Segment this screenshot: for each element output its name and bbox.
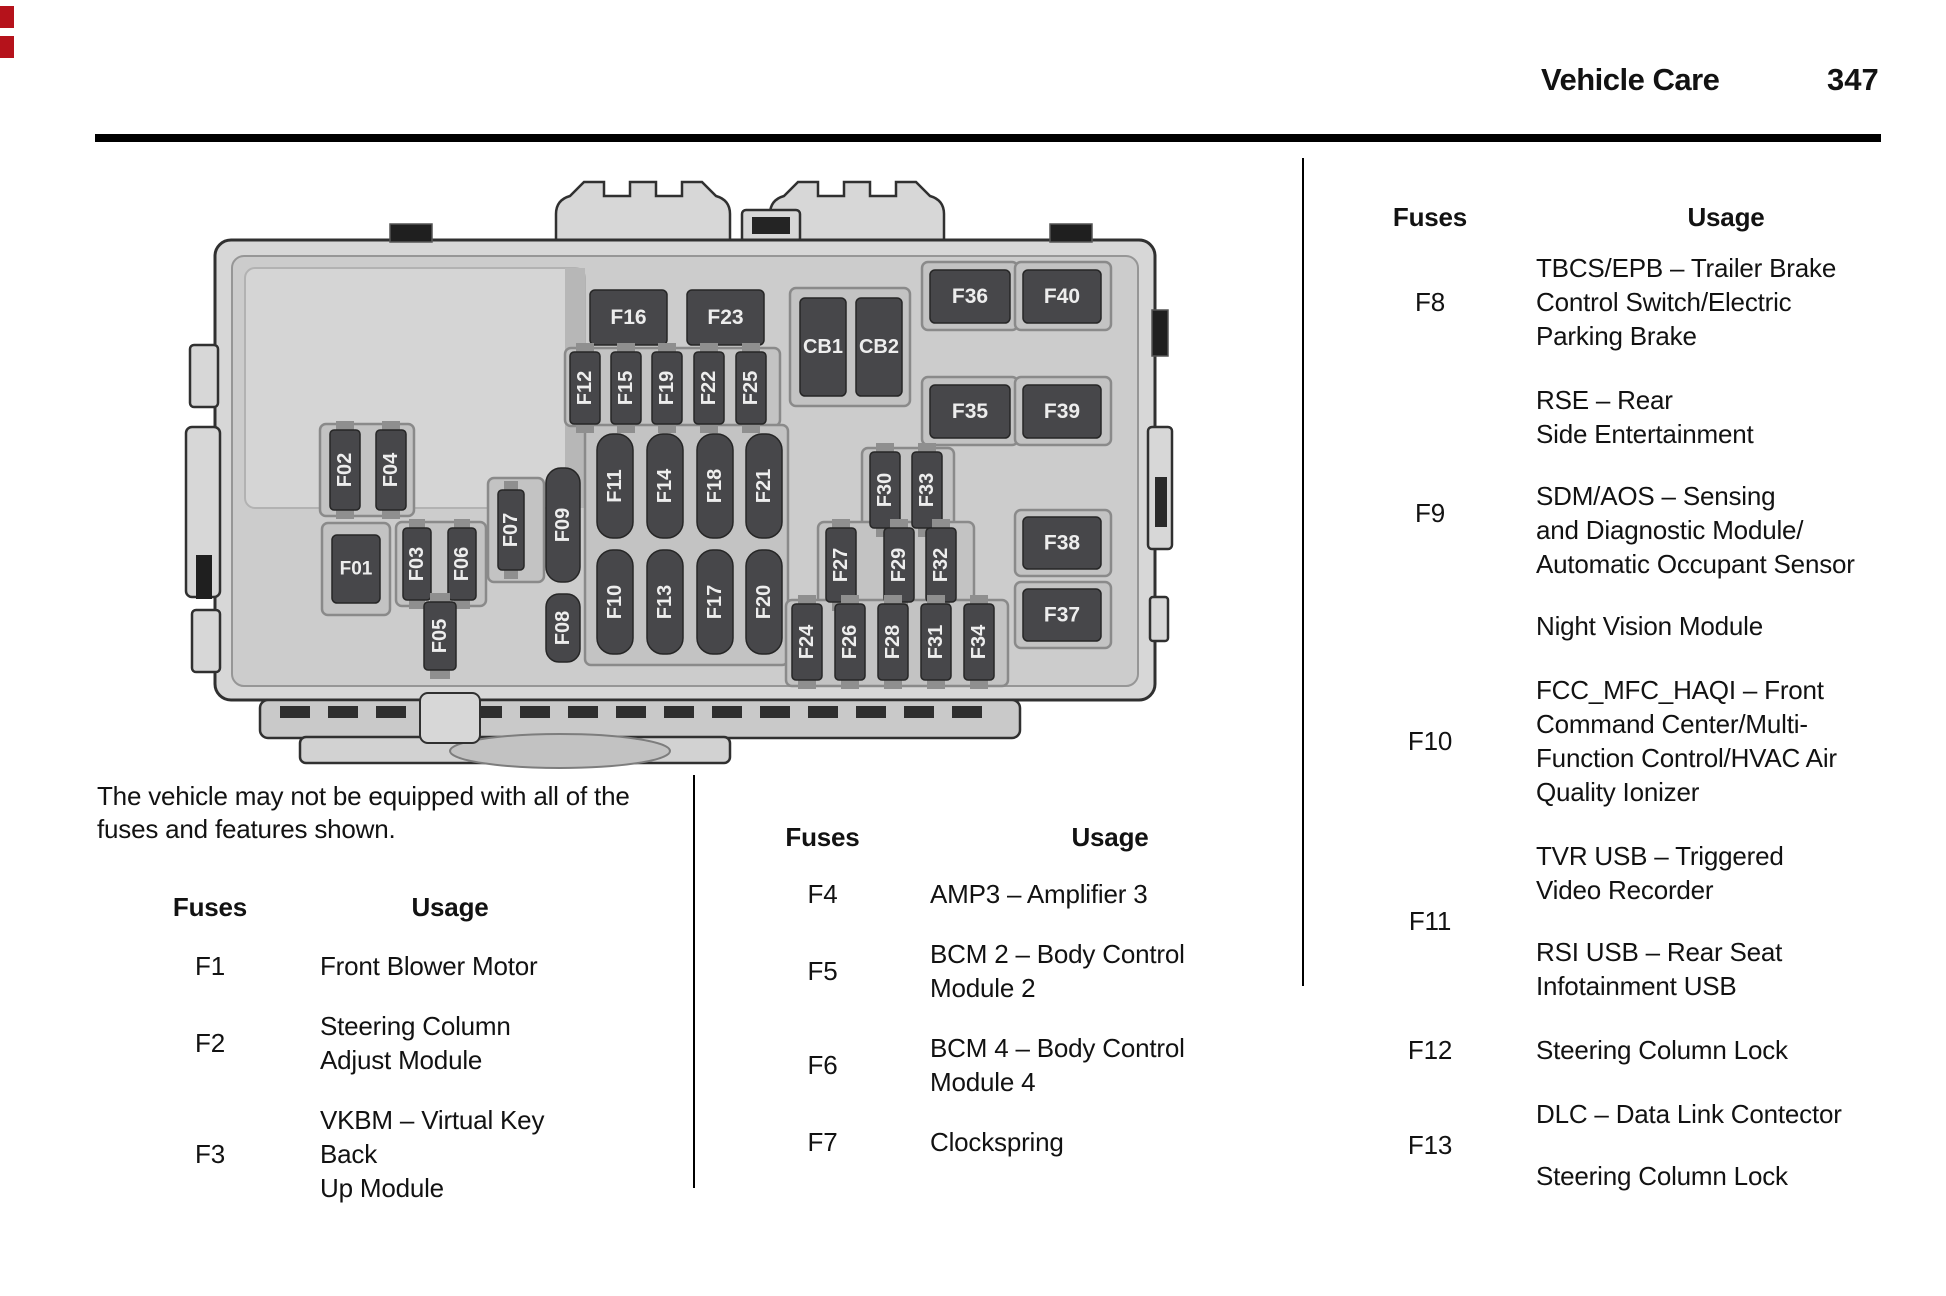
fuse-row-F4: [755, 877, 1290, 911]
fuse-CB2: [856, 298, 902, 396]
usage-line: Front Blower Motor: [320, 951, 538, 981]
usage-paragraph: [320, 1103, 580, 1205]
fuse-usage: [1500, 251, 1916, 353]
fuse-row-F3: [110, 1103, 580, 1205]
fuse-row-F2: [110, 1009, 580, 1077]
fuse-usage: [890, 1031, 1290, 1099]
fuse-row-F6: [755, 1031, 1290, 1099]
fuse-id: F6: [807, 1049, 838, 1080]
fuse-F36: [930, 270, 1010, 323]
table-header: [755, 822, 1290, 853]
usage-line: Control Switch/Electric: [1536, 287, 1792, 317]
fuse-F39: [1023, 385, 1101, 438]
fuse-usage: [1500, 383, 1916, 643]
fuse-row-F1: [110, 949, 580, 983]
usage-line: RSE – Rear: [1536, 385, 1673, 415]
svg-text:F32: F32: [930, 547, 952, 583]
usage-paragraph: [1536, 251, 1916, 353]
svg-text:F35: F35: [951, 400, 989, 423]
column-divider: [1302, 158, 1304, 986]
fuse-usage: [890, 937, 1290, 1005]
fuse-F28: [878, 595, 908, 689]
fuse-usage: [310, 1009, 580, 1077]
fuse-F35: [930, 385, 1010, 438]
fuse-box-diagram: [180, 165, 1180, 775]
fuse-F10: [597, 550, 633, 654]
usage-line: Quality Ionizer: [1536, 777, 1700, 807]
fuse-F38: [1023, 517, 1101, 569]
fuse-F19: [652, 343, 682, 433]
svg-text:F02: F02: [334, 452, 356, 488]
equipment-note: [97, 780, 630, 846]
usage-line: Module 2: [930, 973, 1036, 1003]
svg-text:CB1: CB1: [802, 336, 844, 358]
usage-column-header: Usage: [1071, 822, 1149, 852]
usage-line: Steering Column Lock: [1536, 1035, 1788, 1065]
fuse-F16: [590, 290, 667, 345]
fuse-F18: [697, 434, 733, 538]
fuse-usage: [1500, 1097, 1916, 1193]
header-rule: [95, 134, 1881, 142]
fuse-row-F13: [1360, 1097, 1916, 1193]
fuse-F09: [546, 468, 580, 582]
page-edge-red-mark: [0, 6, 14, 28]
svg-text:F07: F07: [500, 512, 522, 548]
fuse-table-middle: [755, 822, 1290, 1185]
svg-text:F23: F23: [707, 306, 744, 329]
svg-text:F08: F08: [552, 610, 574, 646]
svg-text:F03: F03: [406, 546, 428, 582]
fuse-F12: [570, 343, 600, 433]
fuse-usage: [310, 1103, 580, 1205]
fuse-F26: [835, 595, 865, 689]
fuse-usage: [1500, 673, 1916, 809]
usage-paragraph: [320, 1009, 580, 1077]
fuse-row-F9: [1360, 383, 1916, 643]
svg-text:F37: F37: [1043, 603, 1081, 627]
usage-line: Clockspring: [930, 1127, 1064, 1157]
fuse-id: F1: [195, 950, 225, 981]
usage-line: Module 4: [930, 1067, 1036, 1097]
note-line: fuses and features shown.: [97, 814, 396, 844]
fuse-CB1: [800, 298, 846, 396]
fuse-F23: [687, 290, 764, 345]
svg-text:F24: F24: [796, 624, 818, 660]
fuse-usage: [890, 877, 1290, 911]
page-title: Vehicle Care: [1541, 62, 1720, 97]
svg-text:F12: F12: [574, 370, 596, 406]
usage-line: Adjust Module: [320, 1045, 483, 1075]
fuse-F03: [403, 519, 431, 609]
usage-paragraph: [930, 937, 1290, 1005]
svg-text:F28: F28: [882, 624, 904, 660]
page-edge-red-mark: [0, 36, 14, 58]
fuse-id: F12: [1407, 1034, 1453, 1065]
fuse-F34: [964, 595, 994, 689]
usage-paragraph: [1536, 935, 1916, 1003]
usage-line: VKBM – Virtual Key Back: [320, 1105, 545, 1169]
svg-text:F29: F29: [888, 547, 910, 583]
fuse-id: F5: [807, 955, 838, 986]
fuse-F01: [332, 535, 380, 603]
usage-line: Command Center/Multi-: [1536, 709, 1808, 739]
usage-line: SDM/AOS – Sensing: [1536, 481, 1776, 511]
fuse-F15: [611, 343, 641, 433]
usage-paragraph: [1536, 479, 1916, 581]
usage-paragraph: [1536, 1159, 1916, 1193]
usage-column-header: Usage: [411, 892, 489, 922]
fuse-usage: [890, 1125, 1290, 1159]
usage-paragraph: [320, 949, 580, 983]
svg-text:F30: F30: [874, 472, 896, 508]
usage-line: Steering Column Lock: [1536, 1161, 1788, 1191]
fuse-row-F7: [755, 1125, 1290, 1159]
fuse-id: F8: [1415, 286, 1445, 317]
svg-text:F16: F16: [610, 306, 647, 329]
fuse-F37: [1023, 589, 1101, 641]
svg-text:F27: F27: [830, 547, 852, 583]
fuse-F21: [746, 434, 782, 538]
usage-line: and Diagnostic Module/: [1536, 515, 1804, 545]
fuse-F14: [647, 434, 683, 538]
svg-text:F05: F05: [429, 618, 451, 654]
svg-text:F11: F11: [604, 469, 626, 503]
usage-paragraph: [1536, 673, 1916, 809]
usage-line: Automatic Occupant Sensor: [1536, 549, 1855, 579]
fuse-row-F10: [1360, 673, 1916, 809]
fuse-F31: [921, 595, 951, 689]
usage-line: Night Vision Module: [1536, 611, 1763, 641]
svg-text:F15: F15: [615, 370, 637, 406]
usage-line: BCM 4 – Body Control: [930, 1033, 1185, 1063]
usage-line: Function Control/HVAC Air: [1536, 743, 1837, 773]
fuse-F25: [736, 343, 766, 433]
fuse-table-left: [110, 892, 580, 1231]
svg-text:F20: F20: [753, 584, 775, 620]
fuse-id: F7: [807, 1126, 838, 1157]
usage-line: Video Recorder: [1536, 875, 1714, 905]
fuse-F04: [376, 421, 406, 519]
svg-text:F21: F21: [753, 468, 775, 504]
usage-line: AMP3 – Amplifier 3: [930, 879, 1148, 909]
svg-text:F18: F18: [704, 468, 726, 504]
fuse-F05: [424, 593, 456, 679]
fuses-column-header: Fuses: [172, 892, 248, 922]
usage-paragraph: [1536, 1097, 1916, 1131]
usage-paragraph: [1536, 1033, 1916, 1067]
svg-text:F39: F39: [1043, 400, 1081, 423]
svg-text:F14: F14: [654, 468, 676, 504]
note-line: The vehicle may not be equipped with all of the: [97, 781, 630, 811]
usage-line: Steering Column: [320, 1011, 511, 1041]
fuse-F06: [448, 519, 476, 609]
usage-paragraph: [1536, 383, 1916, 451]
usage-line: Side Entertainment: [1536, 419, 1754, 449]
fuse-F13: [647, 550, 683, 654]
fuses-column-header: Fuses: [785, 822, 860, 852]
fuse-table-right: [1360, 202, 1916, 1223]
svg-text:F36: F36: [951, 285, 989, 308]
fuse-row-F8: [1360, 251, 1916, 353]
svg-text:F34: F34: [968, 624, 990, 660]
fuse-F40: [1023, 270, 1101, 323]
svg-text:F26: F26: [839, 624, 861, 660]
fuse-id: F10: [1407, 725, 1453, 756]
fuse-id: F3: [195, 1138, 225, 1169]
usage-line: TVR USB – Triggered: [1536, 841, 1784, 871]
fuse-F11: [597, 434, 633, 538]
table-header: [110, 892, 580, 923]
usage-line: DLC – Data Link Contector: [1536, 1099, 1842, 1129]
usage-line: Infotainment USB: [1536, 971, 1737, 1001]
svg-text:F25: F25: [740, 370, 762, 406]
svg-text:F38: F38: [1043, 531, 1081, 555]
fuses-column-header: Fuses: [1392, 202, 1468, 232]
svg-text:F10: F10: [604, 584, 626, 620]
usage-paragraph: [930, 1031, 1290, 1099]
fuse-id: F2: [195, 1027, 225, 1058]
svg-text:F22: F22: [698, 370, 720, 406]
fuse-row-F12: [1360, 1033, 1916, 1067]
svg-text:F40: F40: [1043, 285, 1081, 308]
svg-text:F01: F01: [339, 558, 373, 580]
fuse-id: F11: [1408, 905, 1452, 936]
usage-paragraph: [1536, 609, 1916, 643]
fuse-F24: [792, 595, 822, 689]
fuse-F17: [697, 550, 733, 654]
usage-line: BCM 2 – Body Control: [930, 939, 1185, 969]
svg-text:F31: F31: [925, 624, 947, 660]
svg-text:F06: F06: [451, 546, 473, 582]
svg-text:F09: F09: [552, 507, 574, 543]
fuse-usage: [1500, 1033, 1916, 1067]
fuse-row-F5: [755, 937, 1290, 1005]
table-header: [1360, 202, 1916, 233]
fuse-id: F9: [1415, 497, 1445, 528]
svg-text:F13: F13: [654, 584, 676, 620]
usage-line: TBCS/EPB – Trailer Brake: [1536, 253, 1837, 283]
fuse-usage: [1500, 839, 1916, 1003]
fuse-id: F13: [1407, 1129, 1453, 1160]
fuse-F20: [746, 550, 782, 654]
page-number: 347: [1827, 62, 1879, 97]
svg-text:F19: F19: [656, 370, 678, 406]
usage-paragraph: [930, 1125, 1290, 1159]
svg-text:F33: F33: [916, 472, 938, 508]
fuse-id: F4: [807, 878, 838, 909]
usage-column-header: Usage: [1687, 202, 1765, 232]
usage-line: RSI USB – Rear Seat: [1536, 937, 1783, 967]
fuse-F02: [330, 421, 360, 519]
fuse-usage: [310, 949, 580, 983]
usage-line: Parking Brake: [1536, 321, 1697, 351]
usage-paragraph: [1536, 839, 1916, 907]
usage-line: Up Module: [320, 1173, 444, 1203]
column-divider: [693, 775, 695, 1188]
fuse-F07: [498, 481, 524, 579]
svg-text:F17: F17: [704, 584, 726, 620]
svg-text:CB2: CB2: [858, 336, 900, 358]
usage-paragraph: [930, 877, 1290, 911]
usage-line: FCC_MFC_HAQI – Front: [1536, 675, 1824, 705]
fuse-F22: [694, 343, 724, 433]
fuse-F08: [546, 594, 580, 662]
fuse-row-F11: [1360, 839, 1916, 1003]
svg-text:F04: F04: [380, 452, 402, 488]
